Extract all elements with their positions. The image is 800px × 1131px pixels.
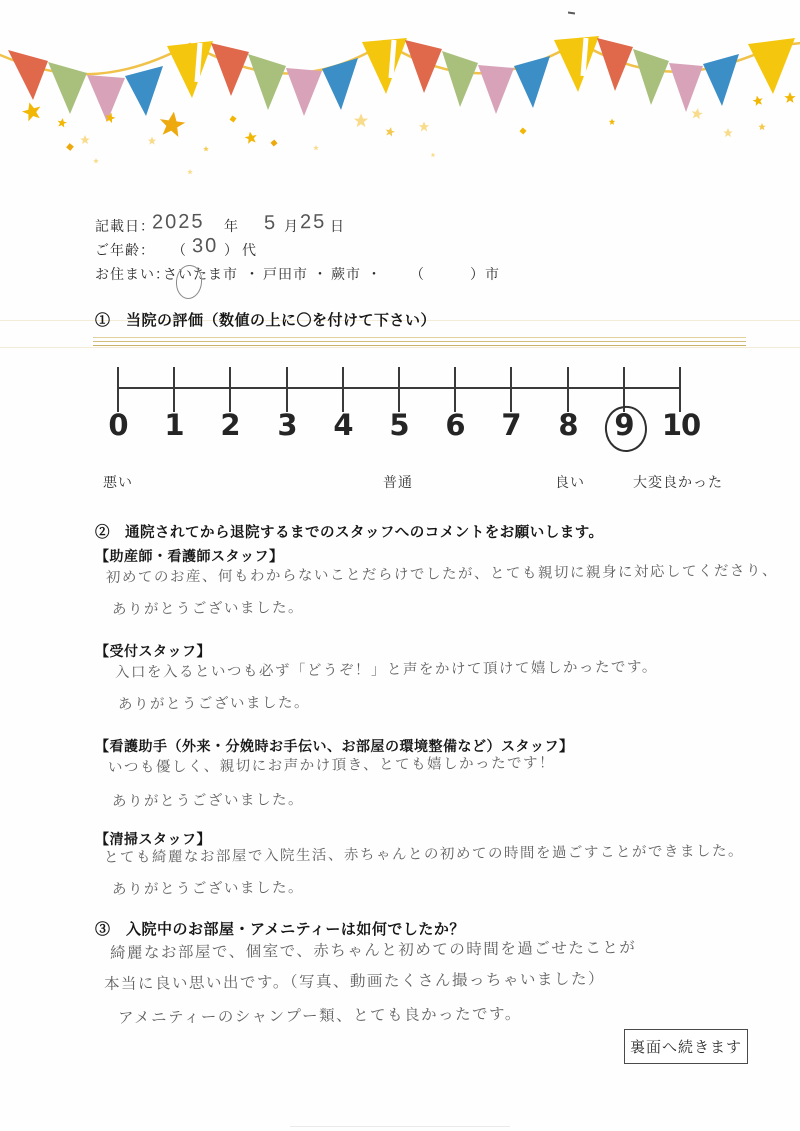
age-label: ご年齢： xyxy=(95,242,155,258)
anchor-bad: 悪い xyxy=(103,474,133,490)
residence-other-close: ）市 xyxy=(470,266,500,282)
residence-separator: ・ xyxy=(313,266,328,282)
staff-label-reception: 【受付スタッフ】 xyxy=(95,643,211,659)
age-paren-open: （ xyxy=(172,242,187,258)
date-month-value: 5 xyxy=(263,211,278,235)
residence-option-saitama: さいたま市 xyxy=(163,266,238,282)
residence-separator: ・ xyxy=(245,266,260,282)
scale-number: 7 xyxy=(501,408,521,442)
age-paren-close: ） xyxy=(224,242,239,258)
selected-residence-circle xyxy=(175,264,203,300)
staff-label-cleaning: 【清掃スタッフ】 xyxy=(95,831,211,847)
scan-artifact-mark xyxy=(568,12,575,15)
date-label: 記載日： xyxy=(95,218,155,234)
handwritten-comment: アメニティーのシャンプー類、とても良かったです。 xyxy=(117,1005,522,1027)
age-unit: 代 xyxy=(242,242,257,258)
scale-number: 8 xyxy=(558,408,578,442)
party-banner-decoration xyxy=(0,30,800,180)
divider-rule xyxy=(93,345,746,346)
date-year-unit: 年 xyxy=(224,218,239,234)
scale-number: 1 xyxy=(164,408,184,442)
anchor-very-good: 大変良かった xyxy=(633,474,723,490)
age-row xyxy=(0,234,800,261)
handwritten-comment: とても綺麗なお部屋で入院生活、赤ちゃんとの初めての時間を過ごすことができました。 xyxy=(103,843,745,866)
scale-number: 9 xyxy=(614,408,634,442)
date-day-value: 25 xyxy=(299,210,327,234)
date-month-unit: 月 xyxy=(284,218,299,234)
handwritten-comment: ありがとうございました。 xyxy=(111,791,305,810)
divider-rule xyxy=(93,337,746,338)
scale-number: 10 xyxy=(661,408,701,442)
handwritten-comment: 綺麗なお部屋で、個室で、赤ちゃんと初めての時間を過ごせたことが xyxy=(109,939,637,962)
continue-on-back-label: 裏面へ続きます xyxy=(629,1039,742,1056)
residence-row xyxy=(0,261,800,287)
handwritten-comment: ありがとうございました。 xyxy=(111,879,305,898)
residence-label: お住まい： xyxy=(95,266,170,282)
scale-number: 6 xyxy=(445,408,465,442)
scale-number: 5 xyxy=(389,408,409,442)
handwritten-comment: 入口を入るといつも必ず「どうぞ！」と声をかけて頂けて嬉しかったです。 xyxy=(114,659,658,681)
q3-heading: ③ 入院中のお部屋・アメニティーは如何でしたか？ xyxy=(95,921,465,938)
date-year-value: 2025 xyxy=(151,210,205,234)
handwritten-comment: ありがとうございました。 xyxy=(111,599,305,618)
scale-number: 2 xyxy=(220,408,240,442)
residence-option-warabi: 蕨市 xyxy=(331,266,361,282)
continue-on-back-box xyxy=(624,1029,748,1064)
handwritten-comment: ありがとうございました。 xyxy=(117,694,311,713)
bunting-flags xyxy=(8,36,795,122)
scale-number: 4 xyxy=(333,408,353,442)
residence-other-open: （ xyxy=(410,266,425,282)
residence-separator: ・ xyxy=(367,266,382,282)
residence-option-toda: 戸田市 xyxy=(263,266,308,282)
date-day-unit: 日 xyxy=(330,218,345,234)
anchor-good: 良い xyxy=(555,474,585,490)
handwritten-comment: いつも優しく、親切にお声かけ頂き、とても嬉しかったです！ xyxy=(107,755,556,776)
divider-rule xyxy=(93,341,746,342)
star-decorations xyxy=(20,92,795,174)
q2-heading: ② 通院されてから退院するまでのスタッフへのコメントをお願いします。 xyxy=(95,525,604,541)
age-value: 30 xyxy=(191,234,219,258)
staff-label-midwife: 【助産師・看護師スタッフ】 xyxy=(95,548,284,564)
scale-number: 3 xyxy=(277,408,297,442)
handwritten-comment: 本当に良い思い出です。（写真、動画たくさん撮っちゃいました） xyxy=(103,970,606,993)
scan-artifact-mark xyxy=(290,1126,510,1127)
date-row xyxy=(0,210,800,237)
anchor-normal: 普通 xyxy=(383,474,413,490)
handwritten-comment: 初めてのお産、何もわからないことだらけでしたが、とても親切に親身に対応してくださり、 xyxy=(105,562,779,586)
staff-label-nursing-assistant: 【看護助手（外来・分娩時お手伝い、お部屋の環境整備など）スタッフ】 xyxy=(95,738,574,754)
scale-number: 0 xyxy=(108,408,128,442)
q1-heading: ① 当院の評価（数値の上に〇を付けて下さい） xyxy=(95,312,437,329)
